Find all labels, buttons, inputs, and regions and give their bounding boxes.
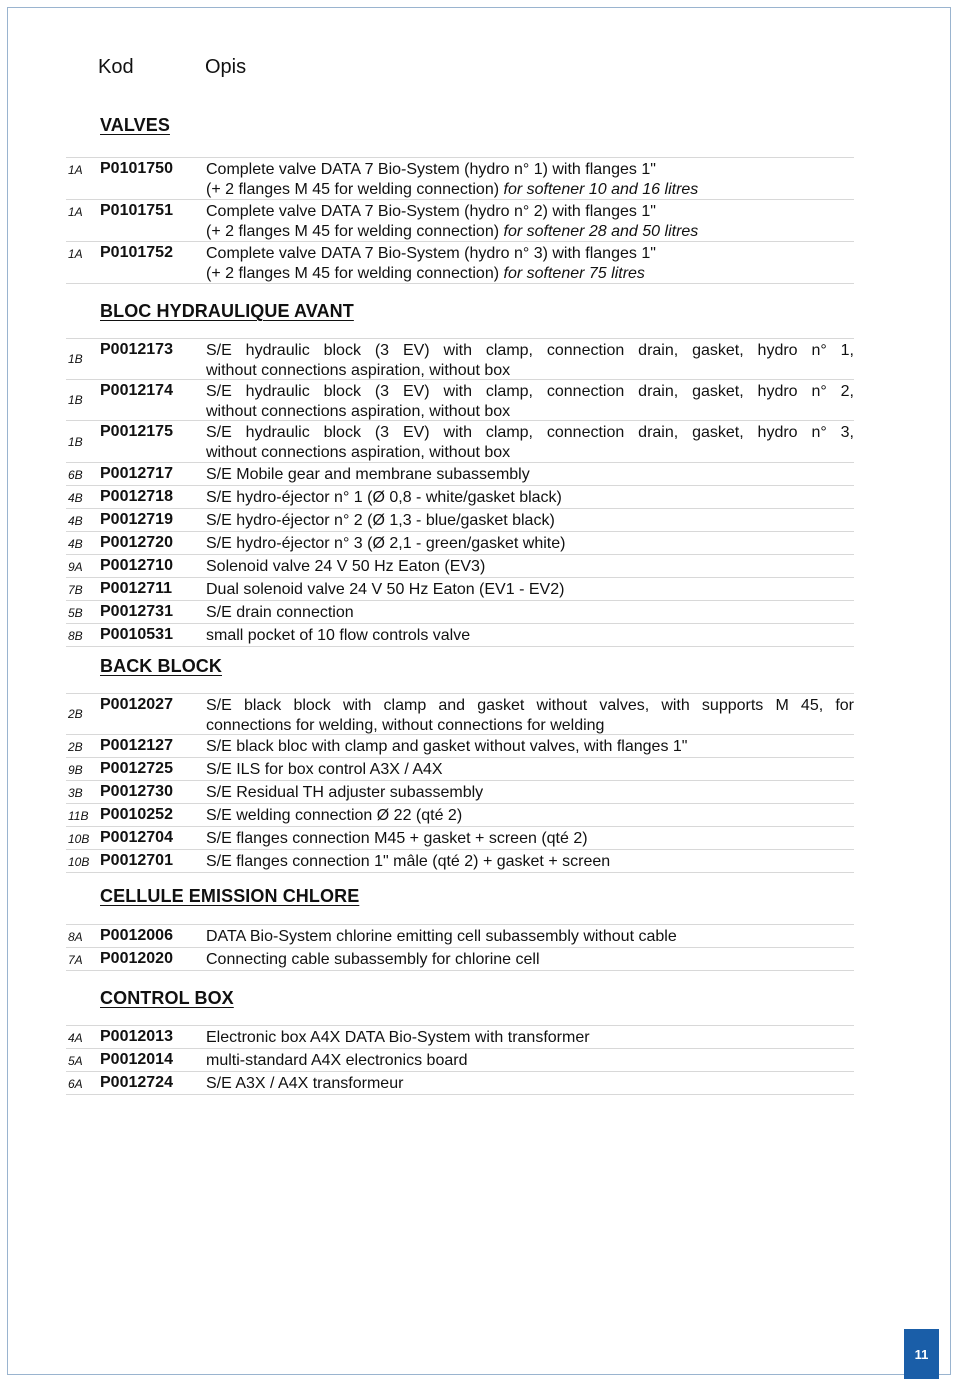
parts-table — [66, 924, 854, 971]
table-row — [66, 577, 854, 600]
part-code: P0012711 — [100, 580, 173, 597]
description-line-1: S/E hydraulic block (3 EV) with clamp, connection drain, gasket, hydro n° 3, — [206, 424, 854, 441]
description-text: (+ 2 flanges M 45 for welding connection) — [206, 265, 500, 282]
description-text: connections for welding, without connections for welding — [206, 717, 605, 734]
part-description — [206, 486, 854, 508]
part-description — [206, 509, 854, 531]
table-row — [66, 157, 854, 199]
section-title: BACK BLOCK — [100, 656, 222, 676]
table-row — [66, 1025, 854, 1048]
part-code: P0012027 — [100, 696, 173, 713]
part-description — [206, 804, 854, 826]
part-description — [206, 380, 854, 422]
description-text: without connections aspiration, without box — [206, 403, 511, 420]
description-line-1: Complete valve DATA 7 Bio-System (hydro n° 1) with flanges 1" — [206, 161, 656, 178]
table-row — [66, 508, 854, 531]
table-row — [66, 241, 854, 284]
part-code: P0012014 — [100, 1051, 173, 1068]
reference-number: 1A — [68, 205, 83, 219]
part-code: P0012020 — [100, 950, 173, 967]
part-description — [206, 532, 854, 554]
description-line-2 — [206, 264, 854, 284]
reference-number: 1A — [68, 247, 83, 261]
part-description — [206, 948, 854, 970]
section-title: BLOC HYDRAULIQUE AVANT — [100, 301, 354, 321]
table-row — [66, 734, 854, 757]
page-number: 11 — [904, 1329, 939, 1379]
part-code: P0012710 — [100, 557, 173, 574]
part-code: P0012704 — [100, 829, 173, 846]
reference-number: 7A — [68, 953, 83, 967]
table-row — [66, 462, 854, 485]
reference-number: 4B — [68, 537, 83, 551]
reference-number: 4A — [68, 1031, 83, 1045]
table-row — [66, 1071, 854, 1095]
part-description — [206, 242, 854, 284]
reference-number: 11B — [68, 809, 89, 823]
part-description — [206, 735, 854, 757]
parts-table — [66, 338, 854, 647]
part-description — [206, 601, 854, 623]
reference-number: 1B — [68, 352, 83, 366]
part-code: P0012173 — [100, 341, 173, 358]
reference-number: 8A — [68, 930, 83, 944]
description-line-1: S/E hydro-éjector n° 3 (Ø 2,1 - green/gasket white) — [206, 535, 566, 552]
description-line-1: multi-standard A4X electronics board — [206, 1052, 468, 1069]
section-title: CELLULE EMISSION CHLORE — [100, 886, 360, 906]
description-line-1: S/E drain connection — [206, 604, 354, 621]
table-row — [66, 420, 854, 462]
table-row — [66, 780, 854, 803]
description-text: (+ 2 flanges M 45 for welding connection) — [206, 223, 500, 240]
description-line-1: S/E A3X / A4X transformeur — [206, 1075, 404, 1092]
reference-number: 4B — [68, 491, 83, 505]
reference-number: 5A — [68, 1054, 83, 1068]
part-code: P0101752 — [100, 244, 173, 261]
part-code: P0012175 — [100, 423, 173, 440]
part-code: P0101751 — [100, 202, 173, 219]
reference-number: 2B — [68, 740, 83, 754]
part-code: P0012701 — [100, 852, 173, 869]
parts-table — [66, 1025, 854, 1095]
part-code: P0012174 — [100, 382, 173, 399]
reference-number: 1A — [68, 163, 83, 177]
part-description — [206, 624, 854, 646]
table-row — [66, 600, 854, 623]
column-header-kod: Kod — [98, 56, 134, 78]
reference-number: 1B — [68, 434, 83, 449]
table-row — [66, 826, 854, 849]
table-row — [66, 199, 854, 241]
reference-number: 2B — [68, 707, 83, 721]
description-line-1: Solenoid valve 24 V 50 Hz Eaton (EV3) — [206, 558, 486, 575]
part-code: P0012718 — [100, 488, 173, 505]
part-description — [206, 850, 854, 872]
description-line-1: S/E flanges connection M45 + gasket + screen (qté 2) — [206, 830, 588, 847]
description-text: without connections aspiration, without box — [206, 362, 511, 379]
part-code: P0012013 — [100, 1028, 173, 1045]
part-code: P0010531 — [100, 626, 173, 643]
description-line-2 — [206, 361, 854, 381]
table-row — [66, 554, 854, 577]
description-line-1: S/E hydraulic block (3 EV) with clamp, connection drain, gasket, hydro n° 1, — [206, 342, 854, 359]
reference-number: 1B — [68, 393, 83, 407]
parts-table — [66, 157, 854, 284]
table-row — [66, 485, 854, 508]
description-line-2 — [206, 716, 854, 736]
part-description — [206, 421, 854, 463]
part-description — [206, 781, 854, 803]
reference-number: 8B — [68, 629, 83, 643]
part-code: P0012730 — [100, 783, 173, 800]
description-line-1: Electronic box A4X DATA Bio-System with transformer — [206, 1029, 590, 1046]
part-code: P0012725 — [100, 760, 173, 777]
table-row — [66, 1048, 854, 1071]
description-line-1: S/E Residual TH adjuster subassembly — [206, 784, 484, 801]
part-code: P0012127 — [100, 737, 173, 754]
description-line-1: Complete valve DATA 7 Bio-System (hydro n° 2) with flanges 1" — [206, 203, 656, 220]
description-text: without connections aspiration, without box — [206, 444, 511, 461]
softener-note: for softener 28 and 50 litres — [503, 223, 699, 240]
description-line-1: S/E flanges connection 1" mâle (qté 2) + gasket + screen — [206, 853, 611, 870]
table-row — [66, 531, 854, 554]
description-line-2 — [206, 180, 854, 200]
description-line-2 — [206, 222, 854, 242]
description-line-2 — [206, 443, 854, 463]
reference-number: 4B — [68, 514, 83, 528]
part-description — [206, 758, 854, 780]
description-line-2 — [206, 402, 854, 422]
part-code: P0012006 — [100, 927, 173, 944]
part-description — [206, 158, 854, 200]
part-description — [206, 827, 854, 849]
part-description — [206, 1049, 854, 1071]
column-header-opis: Opis — [205, 56, 247, 78]
part-code: P0010252 — [100, 806, 173, 823]
reference-number: 7B — [68, 583, 83, 597]
table-row — [66, 924, 854, 947]
reference-number: 6A — [68, 1077, 83, 1091]
part-description — [206, 1026, 854, 1048]
part-description — [206, 339, 854, 381]
part-code: P0012720 — [100, 534, 173, 551]
part-description — [206, 694, 854, 736]
part-code: P0101750 — [100, 160, 173, 177]
part-code: P0012717 — [100, 465, 173, 482]
description-line-1: Dual solenoid valve 24 V 50 Hz Eaton (EV1 - EV2) — [206, 581, 565, 598]
description-line-1: S/E black block with clamp and gasket without valves, with supports M 45, for — [206, 697, 854, 714]
description-line-1: S/E ILS for box control A3X / A4X — [206, 761, 443, 778]
part-code: P0012719 — [100, 511, 173, 528]
description-line-1: S/E hydro-éjector n° 2 (Ø 1,3 - blue/gasket black) — [206, 512, 555, 529]
description-line-1: S/E hydraulic block (3 EV) with clamp, connection drain, gasket, hydro n° 2, — [206, 383, 854, 400]
part-description — [206, 555, 854, 577]
part-description — [206, 1072, 854, 1094]
table-row — [66, 693, 854, 734]
part-description — [206, 925, 854, 947]
description-line-1: S/E Mobile gear and membrane subassembly — [206, 466, 530, 483]
description-line-1: Complete valve DATA 7 Bio-System (hydro n° 3) with flanges 1" — [206, 245, 656, 262]
table-row — [66, 379, 854, 420]
table-row — [66, 849, 854, 873]
reference-number: 9B — [68, 763, 83, 777]
reference-number: 9A — [68, 560, 83, 574]
reference-number: 10B — [68, 832, 90, 846]
description-line-1: Connecting cable subassembly for chlorine cell — [206, 951, 540, 968]
part-description — [206, 463, 854, 485]
softener-note: for softener 75 litres — [503, 265, 645, 282]
description-line-1: DATA Bio-System chlorine emitting cell subassembly without cable — [206, 928, 677, 945]
table-row — [66, 803, 854, 826]
section-title: VALVES — [100, 115, 170, 135]
table-row — [66, 947, 854, 971]
reference-number: 3B — [68, 786, 83, 800]
table-row — [66, 623, 854, 647]
description-line-1: S/E welding connection Ø 22 (qté 2) — [206, 807, 463, 824]
description-line-1: S/E hydro-éjector n° 1 (Ø 0,8 - white/gasket black) — [206, 489, 562, 506]
table-row — [66, 338, 854, 379]
description-line-1: small pocket of 10 flow controls valve — [206, 627, 471, 644]
part-code: P0012724 — [100, 1074, 173, 1091]
section-title: CONTROL BOX — [100, 988, 234, 1008]
description-text: (+ 2 flanges M 45 for welding connection) — [206, 181, 500, 198]
part-description — [206, 578, 854, 600]
reference-number: 6B — [68, 468, 83, 482]
parts-table — [66, 693, 854, 873]
description-line-1: S/E black bloc with clamp and gasket without valves, with flanges 1" — [206, 738, 688, 755]
reference-number: 10B — [68, 855, 90, 869]
reference-number: 5B — [68, 606, 83, 620]
softener-note: for softener 10 and 16 litres — [503, 181, 699, 198]
table-row — [66, 757, 854, 780]
part-description — [206, 200, 854, 242]
part-code: P0012731 — [100, 603, 173, 620]
